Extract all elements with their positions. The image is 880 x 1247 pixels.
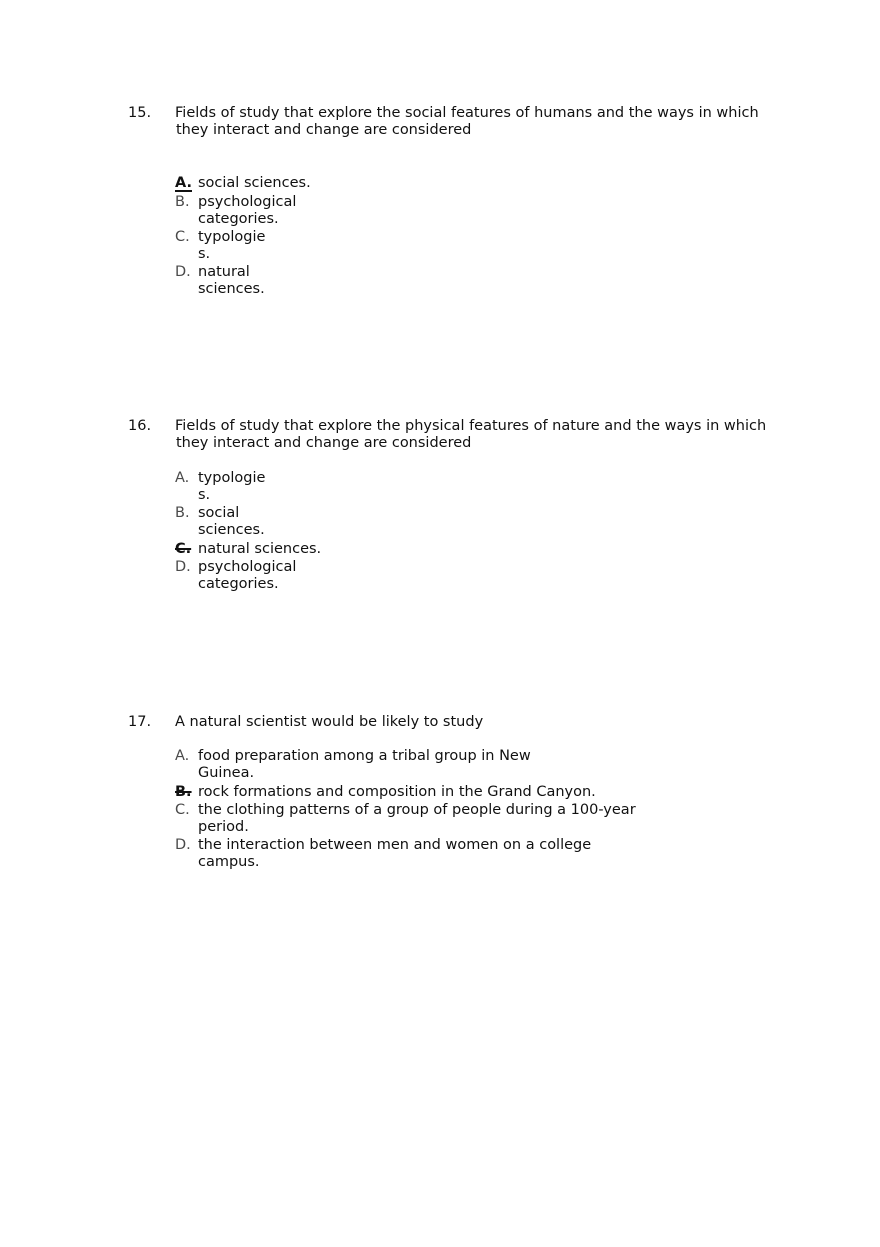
choice-letter: B. — [175, 194, 190, 210]
choice-letter: D. — [175, 559, 191, 575]
choice-text-line: food preparation among a tribal group in New — [198, 748, 531, 764]
choice-text-line: psychological — [198, 559, 297, 575]
choice-text — [198, 559, 296, 593]
choice-text-line: the clothing patterns of a group of people during a 100-year — [198, 802, 636, 818]
choice-text-line: sciences. — [198, 522, 265, 538]
choice-letter-correct: C. — [175, 541, 192, 557]
choice-text-line: rock formations and composition in the Grand Canyon. — [198, 784, 596, 800]
choice-text — [198, 784, 596, 801]
question-number: 17. — [128, 714, 152, 730]
choice-text-line: s. — [198, 246, 211, 262]
choice-text-line: categories. — [198, 211, 279, 227]
choice-text-line: Guinea. — [198, 765, 255, 781]
choice-text-line: typologie — [198, 229, 266, 245]
choice-text — [198, 264, 265, 298]
choice-text — [198, 175, 311, 192]
choice-text — [198, 505, 265, 539]
choice-text — [198, 229, 265, 263]
question-stem-line: Fields of study that explore the physical features of nature and the ways in which — [175, 418, 767, 434]
choice-letter: C. — [175, 802, 190, 818]
question-stem — [175, 714, 483, 731]
question-stem — [175, 105, 759, 139]
choice-letter: B. — [175, 505, 190, 521]
choice-text — [198, 194, 296, 228]
choice-text-line: the interaction between men and women on a college — [198, 837, 592, 853]
choice-text — [198, 748, 531, 782]
choice-text-line: social — [198, 505, 240, 521]
question-number: 16. — [128, 418, 152, 434]
choice-letter-correct: B. — [175, 784, 192, 800]
choice-letter: A. — [175, 470, 190, 486]
choice-text-line: sciences. — [198, 281, 265, 297]
question-stem-line: they interact and change are considered — [176, 122, 472, 138]
choice-text-line: period. — [198, 819, 249, 835]
choice-letter: D. — [175, 264, 191, 280]
question-stem-line: Fields of study that explore the social features of humans and the ways in which — [175, 105, 759, 121]
choice-text — [198, 541, 321, 558]
choice-text — [198, 837, 591, 871]
choice-text-line: natural sciences. — [198, 541, 322, 557]
choice-text-line: psychological — [198, 194, 297, 210]
choice-text-line: natural — [198, 264, 250, 280]
question-stem-line: they interact and change are considered — [176, 435, 472, 451]
choice-text-line: s. — [198, 487, 211, 503]
question-stem-line: A natural scientist would be likely to study — [175, 714, 484, 730]
choice-text-line: social sciences. — [198, 175, 311, 191]
choice-text-line: categories. — [198, 576, 279, 592]
choice-text — [198, 470, 265, 504]
choice-text — [198, 802, 636, 836]
question-stem — [175, 418, 766, 452]
choice-text-line: campus. — [198, 854, 260, 870]
choice-letter: C. — [175, 229, 190, 245]
choice-letter: D. — [175, 837, 191, 853]
choice-text-line: typologie — [198, 470, 266, 486]
choice-letter: A. — [175, 748, 190, 764]
question-number: 15. — [128, 105, 152, 121]
choice-letter-correct: A. — [175, 175, 192, 191]
